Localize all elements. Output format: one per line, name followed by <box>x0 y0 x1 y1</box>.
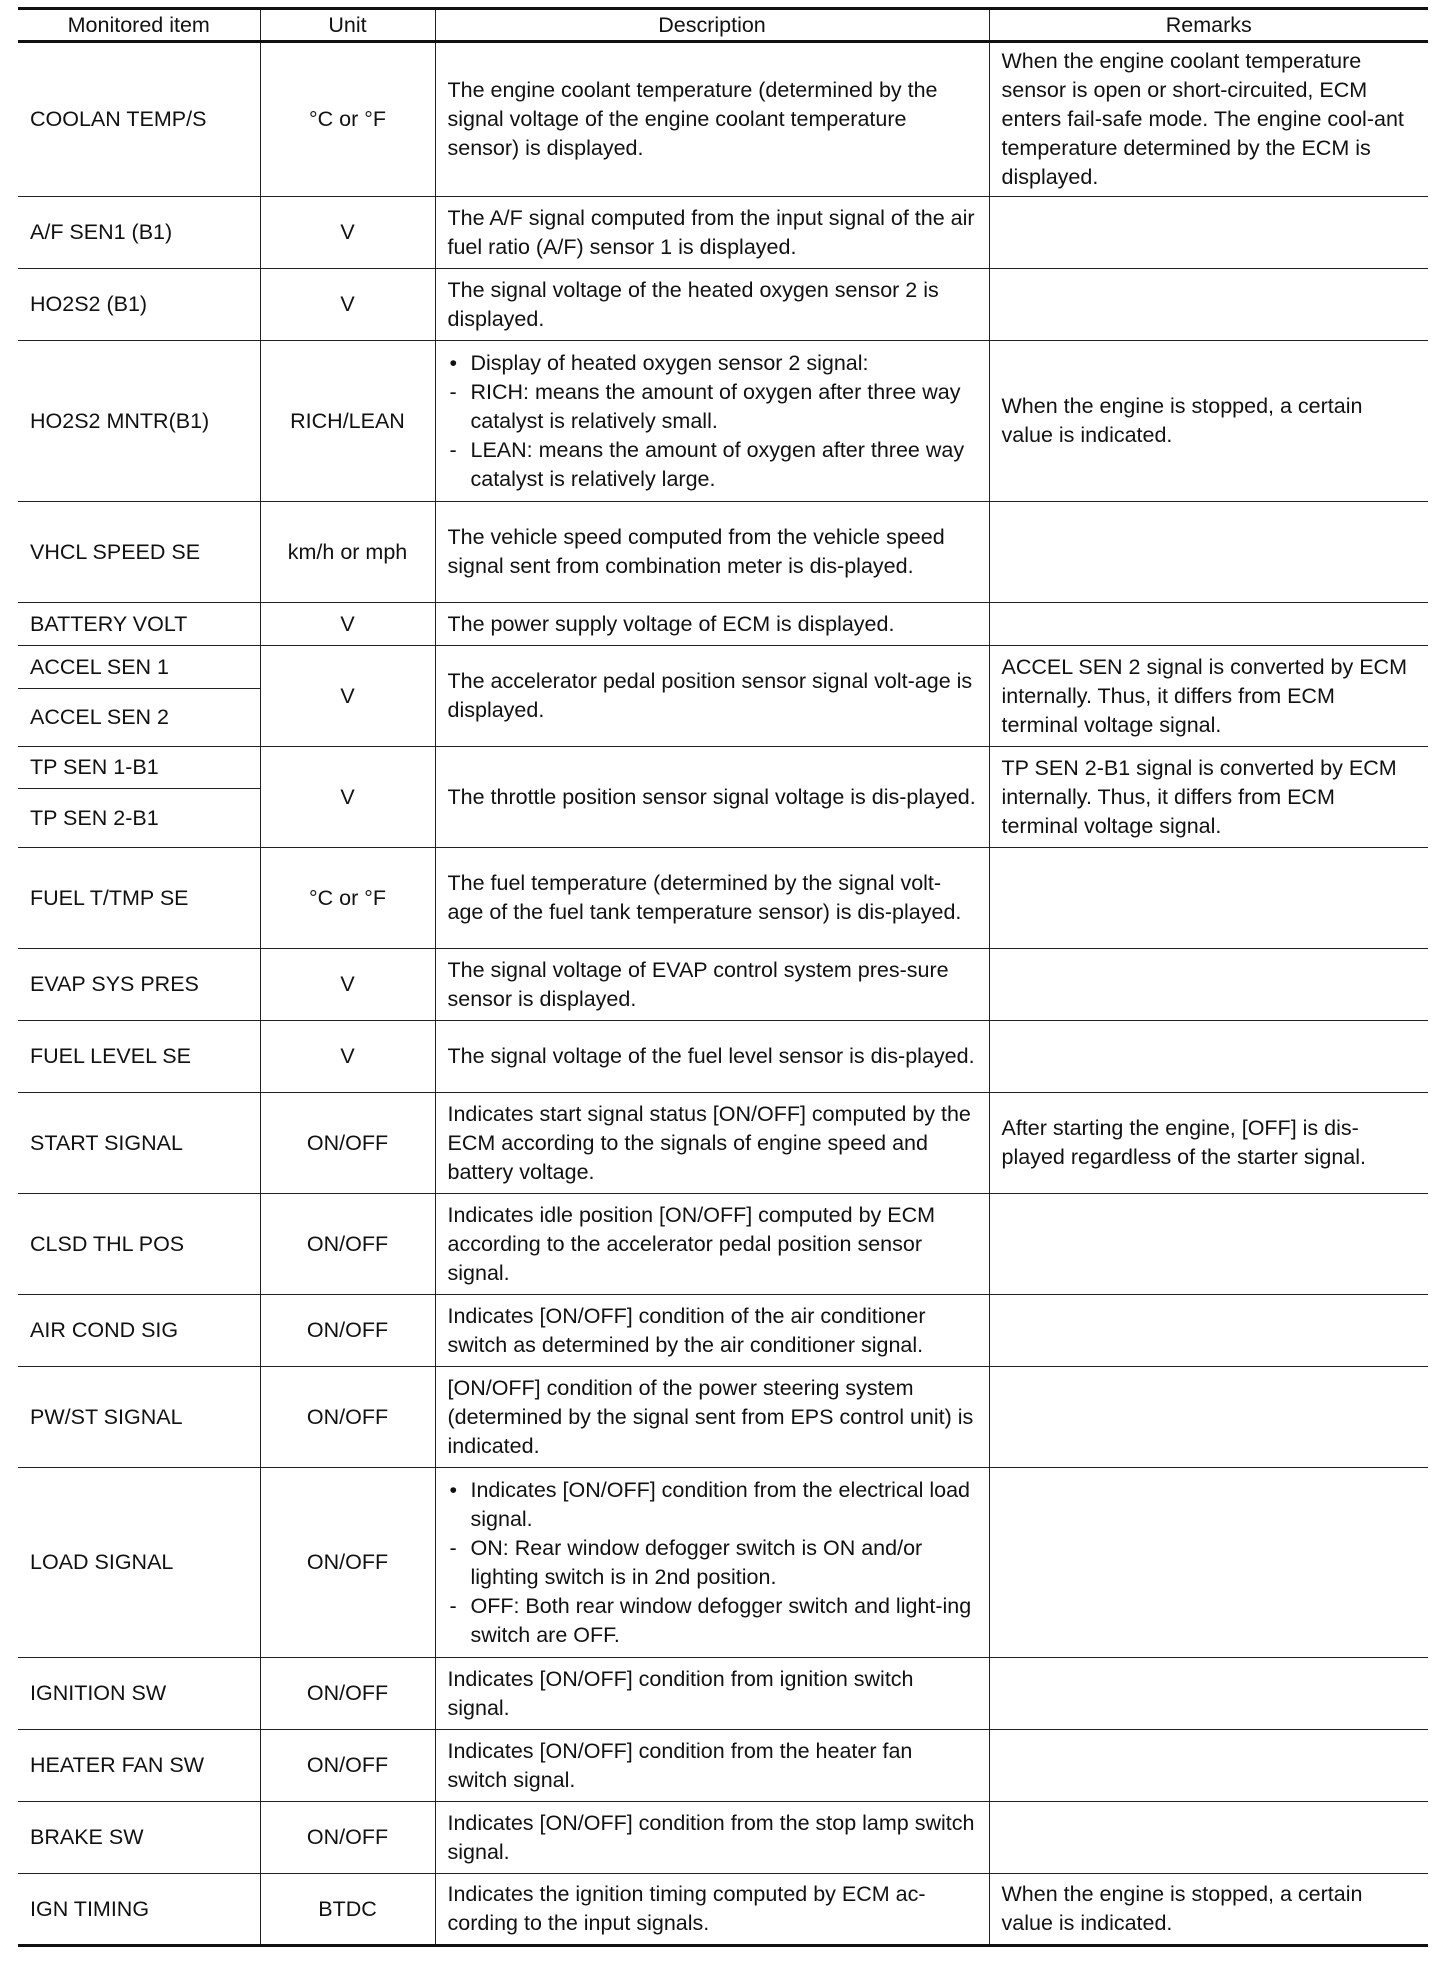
description-list-item <box>448 349 977 378</box>
description-cell: The signal voltage of EVAP control system pres-sure sensor is displayed. <box>435 949 989 1021</box>
document-page <box>18 7 1428 1947</box>
dash-marker: - <box>449 437 457 462</box>
monitored-item-cell: HO2S2 MNTR(B1) <box>18 341 260 502</box>
monitored-item-cell: TP SEN 1-B1 <box>18 747 260 789</box>
unit-cell: km/h or mph <box>260 502 435 603</box>
table-row <box>18 197 1428 269</box>
monitored-item-cell: VHCL SPEED SE <box>18 502 260 603</box>
description-cell: Indicates [ON/OFF] condition from ignition switch signal. <box>435 1658 989 1730</box>
description-cell: Indicates [ON/OFF] condition from the heater fan switch signal. <box>435 1730 989 1802</box>
remarks-cell <box>989 848 1428 949</box>
remarks-cell: After starting the engine, [OFF] is dis-played regardless of the starter signal. <box>989 1093 1428 1194</box>
unit-cell: RICH/LEAN <box>260 341 435 502</box>
remarks-cell: When the engine coolant temperature sensor is open or short-circuited, ECM enters fail-safe mode. The engine cool-ant temperature determined by the ECM is displayed. <box>989 42 1428 197</box>
remarks-cell <box>989 1367 1428 1468</box>
table-row <box>18 949 1428 1021</box>
unit-cell: ON/OFF <box>260 1194 435 1295</box>
monitored-item-cell: AIR COND SIG <box>18 1295 260 1367</box>
description-cell: The vehicle speed computed from the vehicle speed signal sent from combination meter is dis-played. <box>435 502 989 603</box>
monitored-item-cell: EVAP SYS PRES <box>18 949 260 1021</box>
monitored-item-cell: FUEL LEVEL SE <box>18 1021 260 1093</box>
unit-cell: °C or °F <box>260 848 435 949</box>
description-list <box>448 349 977 494</box>
unit-cell: ON/OFF <box>260 1658 435 1730</box>
bullet-marker: • <box>449 350 458 375</box>
description-cell <box>435 1468 989 1658</box>
unit-cell: V <box>260 949 435 1021</box>
remarks-cell <box>989 949 1428 1021</box>
remarks-cell <box>989 1730 1428 1802</box>
table-row <box>18 646 1428 689</box>
unit-cell: V <box>260 197 435 269</box>
description-cell: The engine coolant temperature (determined by the signal voltage of the engine coolant temperature sensor) is displayed. <box>435 42 989 197</box>
dash-marker: - <box>449 1535 457 1560</box>
header-remarks: Remarks <box>989 9 1428 42</box>
description-cell: The throttle position sensor signal voltage is dis-played. <box>435 747 989 848</box>
remarks-cell <box>989 1658 1428 1730</box>
monitored-item-cell: COOLAN TEMP/S <box>18 42 260 197</box>
monitored-item-cell: HO2S2 (B1) <box>18 269 260 341</box>
remarks-cell <box>989 1802 1428 1874</box>
description-cell: Indicates idle position [ON/OFF] computed by ECM according to the accelerator pedal position sensor signal. <box>435 1194 989 1295</box>
dash-marker: - <box>449 379 457 404</box>
unit-cell: V <box>260 603 435 646</box>
remarks-cell <box>989 502 1428 603</box>
monitored-item-cell: BRAKE SW <box>18 1802 260 1874</box>
description-list-item <box>448 1534 977 1592</box>
description-list-text: ON: Rear window defogger switch is ON and/or lighting switch is in 2nd position. <box>470 1535 923 1589</box>
description-list <box>448 1476 977 1650</box>
header-monitored-item: Monitored item <box>18 9 260 42</box>
monitored-item-cell: FUEL T/TMP SE <box>18 848 260 949</box>
table-row <box>18 1468 1428 1658</box>
table-row <box>18 1093 1428 1194</box>
table-row <box>18 848 1428 949</box>
remarks-cell <box>989 1194 1428 1295</box>
description-cell: The power supply voltage of ECM is displayed. <box>435 603 989 646</box>
table-row <box>18 1874 1428 1946</box>
unit-cell: ON/OFF <box>260 1468 435 1658</box>
table-row <box>18 1021 1428 1093</box>
description-cell: [ON/OFF] condition of the power steering system (determined by the signal sent from EPS control unit) is indicated. <box>435 1367 989 1468</box>
table-row <box>18 1730 1428 1802</box>
remarks-cell: When the engine is stopped, a certain value is indicated. <box>989 1874 1428 1946</box>
description-cell: Indicates the ignition timing computed by ECM ac-cording to the input signals. <box>435 1874 989 1946</box>
remarks-cell <box>989 1468 1428 1658</box>
description-list-item <box>448 1476 977 1534</box>
table-row <box>18 1802 1428 1874</box>
monitored-item-cell: PW/ST SIGNAL <box>18 1367 260 1468</box>
table-row <box>18 269 1428 341</box>
unit-cell: ON/OFF <box>260 1093 435 1194</box>
remarks-cell <box>989 269 1428 341</box>
unit-cell: ON/OFF <box>260 1802 435 1874</box>
unit-cell: V <box>260 747 435 848</box>
description-list-text: OFF: Both rear window defogger switch and light-ing switch are OFF. <box>470 1593 972 1647</box>
unit-cell: ON/OFF <box>260 1367 435 1468</box>
table-row <box>18 42 1428 197</box>
monitored-item-cell: IGN TIMING <box>18 1874 260 1946</box>
description-cell: The fuel temperature (determined by the signal volt-age of the fuel tank temperature sensor) is dis-played. <box>435 848 989 949</box>
remarks-cell: When the engine is stopped, a certain value is indicated. <box>989 341 1428 502</box>
description-cell: Indicates start signal status [ON/OFF] computed by the ECM according to the signals of engine speed and battery voltage. <box>435 1093 989 1194</box>
description-cell <box>435 341 989 502</box>
description-list-item <box>448 1592 977 1650</box>
description-list-text: Indicates [ON/OFF] condition from the electrical load signal. <box>470 1477 970 1531</box>
unit-cell: V <box>260 1021 435 1093</box>
monitored-item-cell: ACCEL SEN 1 <box>18 646 260 689</box>
unit-cell: V <box>260 646 435 747</box>
monitored-item-cell: TP SEN 2-B1 <box>18 789 260 848</box>
unit-cell: ON/OFF <box>260 1295 435 1367</box>
remarks-cell: ACCEL SEN 2 signal is converted by ECM internally. Thus, it differs from ECM terminal voltage signal. <box>989 646 1428 747</box>
table-row <box>18 603 1428 646</box>
monitored-item-cell: A/F SEN1 (B1) <box>18 197 260 269</box>
description-cell: The signal voltage of the fuel level sensor is dis-played. <box>435 1021 989 1093</box>
header-row <box>18 9 1428 42</box>
table-row <box>18 747 1428 789</box>
description-cell: The accelerator pedal position sensor signal volt-age is displayed. <box>435 646 989 747</box>
monitored-item-cell: START SIGNAL <box>18 1093 260 1194</box>
table-row <box>18 341 1428 502</box>
monitored-item-cell: LOAD SIGNAL <box>18 1468 260 1658</box>
description-list-text: RICH: means the amount of oxygen after three way catalyst is relatively small. <box>470 379 961 433</box>
table-header <box>18 9 1428 42</box>
dash-marker: - <box>449 1593 457 1618</box>
description-cell: The signal voltage of the heated oxygen sensor 2 is displayed. <box>435 269 989 341</box>
table-row <box>18 1367 1428 1468</box>
unit-cell: °C or °F <box>260 42 435 197</box>
unit-cell: ON/OFF <box>260 1730 435 1802</box>
table-row <box>18 1295 1428 1367</box>
monitored-item-cell: IGNITION SW <box>18 1658 260 1730</box>
table-row <box>18 1194 1428 1295</box>
monitored-item-cell: CLSD THL POS <box>18 1194 260 1295</box>
description-list-item <box>448 378 977 436</box>
table-body <box>18 42 1428 1946</box>
monitored-item-cell: ACCEL SEN 2 <box>18 689 260 747</box>
description-list-text: Display of heated oxygen sensor 2 signal: <box>470 350 869 375</box>
remarks-cell <box>989 603 1428 646</box>
description-cell: Indicates [ON/OFF] condition from the stop lamp switch signal. <box>435 1802 989 1874</box>
unit-cell: V <box>260 269 435 341</box>
table-row <box>18 502 1428 603</box>
monitor-item-table <box>18 7 1428 1947</box>
description-cell: The A/F signal computed from the input signal of the air fuel ratio (A/F) sensor 1 is displayed. <box>435 197 989 269</box>
remarks-cell: TP SEN 2-B1 signal is converted by ECM internally. Thus, it differs from ECM terminal voltage signal. <box>989 747 1428 848</box>
description-list-text: LEAN: means the amount of oxygen after three way catalyst is relatively large. <box>470 437 965 491</box>
remarks-cell <box>989 1021 1428 1093</box>
description-cell: Indicates [ON/OFF] condition of the air conditioner switch as determined by the air conditioner signal. <box>435 1295 989 1367</box>
header-unit: Unit <box>260 9 435 42</box>
monitored-item-cell: BATTERY VOLT <box>18 603 260 646</box>
table-row <box>18 1658 1428 1730</box>
monitored-item-cell: HEATER FAN SW <box>18 1730 260 1802</box>
remarks-cell <box>989 197 1428 269</box>
unit-cell: BTDC <box>260 1874 435 1946</box>
description-list-item <box>448 436 977 494</box>
header-description: Description <box>435 9 989 42</box>
bullet-marker: • <box>449 1477 458 1502</box>
remarks-cell <box>989 1295 1428 1367</box>
